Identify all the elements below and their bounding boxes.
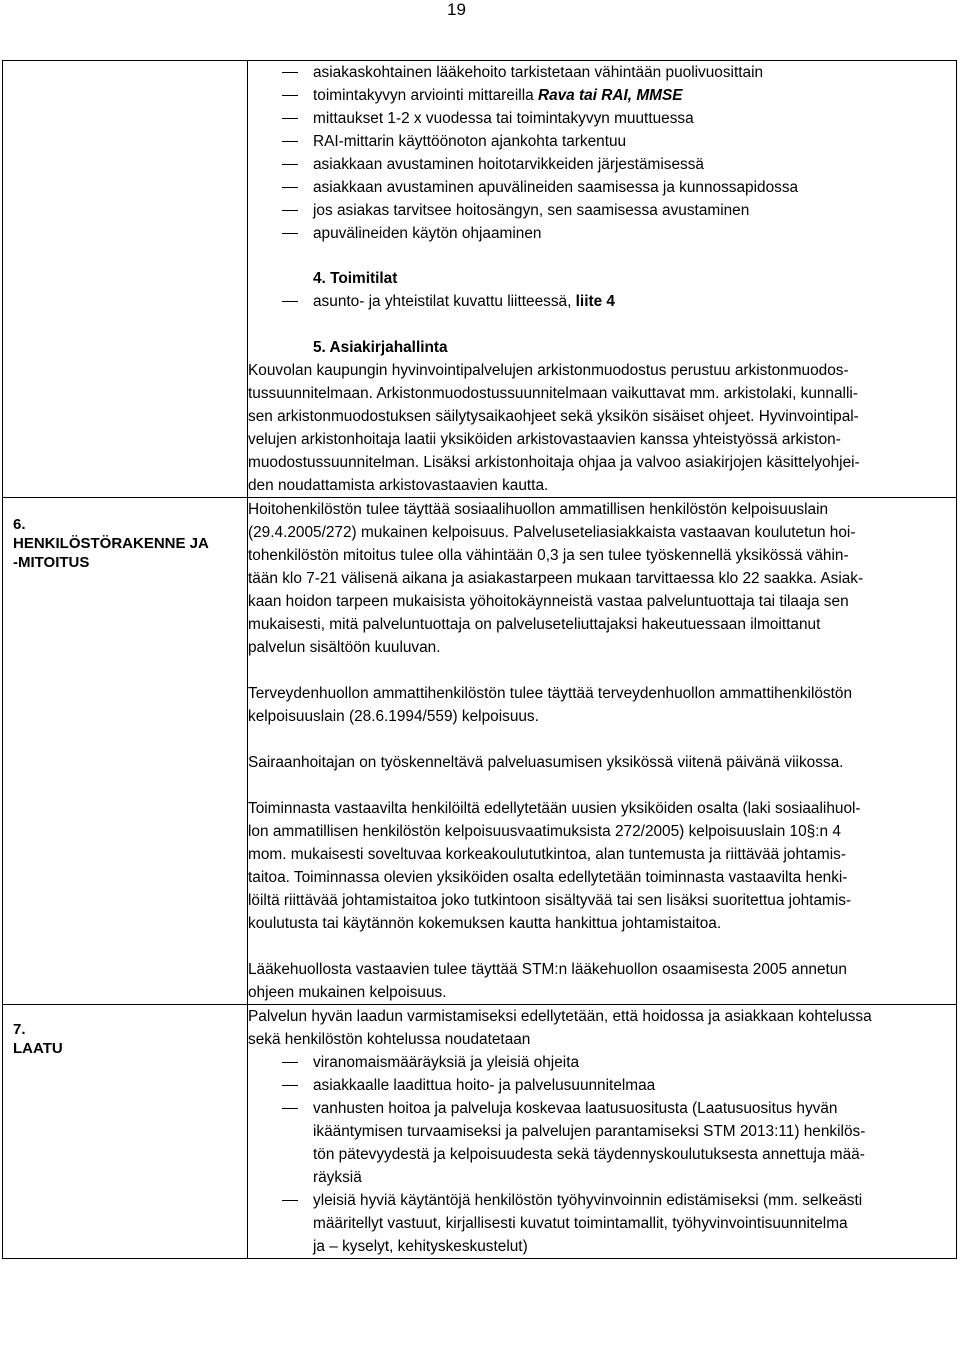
text-line: tään klo 7-21 välisenä aikana ja asiakastarpeen mukaan tarvittaessa klo 22 saakka. Asiak- (248, 570, 864, 587)
text-line: yleisiä hyviä käytäntöjä henkilöstön työhyvinvoinnin edistämiseksi (mm. selkeästi (313, 1192, 863, 1209)
list-item-text: toimintakyvyn arviointi mittareilla (313, 87, 538, 104)
text-line: vanhusten hoitoa ja palveluja koskevaa laatusuositusta (Laatusuositus hyvän (313, 1100, 838, 1117)
healthcare-staff-paragraph (248, 682, 956, 728)
text-line: mom. mukaisesti soveltuvaa korkeakoulututkintoa, alan tuntemusta ja riittävää johtamis- (248, 846, 846, 863)
text-line: tohenkilöstön mitoitus tulee olla vähintään 0,3 ja sen tulee työskennellä yksikössä vähin- (248, 547, 849, 564)
text-line: Palvelun hyvän laadun varmistamiseksi edellytetään, että hoidossa ja asiakkaan kohtelussa (248, 1008, 872, 1025)
document-table (2, 60, 957, 1259)
staff-qualification-paragraph (248, 498, 956, 659)
page-number: 19 (447, 0, 466, 19)
text-line: (29.4.2005/272) mukainen kelpoisuus. Palveluseteliasiakkaista vastaavan koulutetun hoi- (248, 524, 856, 541)
text-line: muodostussuunnitelman. Lisäksi arkistonhoitaja ohjaa ja valvoo asiakirjojen käsittelyohjei- (248, 454, 860, 471)
text-line: den noudattamista arkistovastaavien kautta. (248, 477, 549, 494)
text-line: kaan hoidon tarpeen mukaisista yöhoitokäynneistä vastaa palveluntuottaja tai tilaaja sen (248, 593, 849, 610)
section-title: HENKILÖSTÖRAKENNE JA (13, 535, 209, 552)
heading-toimitilat: 4. Toimitilat (313, 270, 398, 287)
list-item: jos asiakas tarvitsee hoitosängyn, sen saamisessa avustaminen (248, 199, 956, 222)
list-item (248, 1074, 956, 1097)
section-6-label (3, 498, 248, 1005)
section-7-content (248, 1005, 957, 1259)
list-item (248, 290, 956, 313)
list-item-text: asunto- ja yhteistilat kuvattu liitteessä, (313, 293, 576, 310)
table-row (3, 61, 957, 498)
table-row (3, 1005, 957, 1259)
text-line: mukaisesti, mitä palveluntuottaja on palveluseteliuttajaksi hakeutuessaan ilmoittanut (248, 616, 821, 633)
text-line: viranomaismääräyksiä ja yleisiä ohjeita (313, 1054, 580, 1071)
text-line: Sairaanhoitajan on työskenneltävä palveluasumisen yksikössä viitenä päivänä viikossa. (248, 754, 844, 771)
section-6-content (248, 498, 957, 1005)
list-item: asiakkaan avustaminen apuvälineiden saamisessa ja kunnossapidossa (248, 176, 956, 199)
list-item (248, 1051, 956, 1074)
text-line: kelpoisuuslain (28.6.1994/559) kelpoisuus. (248, 708, 539, 725)
nurse-paragraph (248, 751, 956, 774)
section-7-label (3, 1005, 248, 1259)
text-line: palvelun sisältöön kuuluvan. (248, 639, 441, 656)
quality-list (248, 1051, 956, 1258)
list-item: RAI-mittarin käyttöönoton ajankohta tarkentuu (248, 130, 956, 153)
text-line: taitoa. Toiminnassa olevien yksiköiden osalta edellytetään toiminnasta vastaavilta henki- (248, 869, 848, 886)
list-item: asiakaskohtainen lääkehoito tarkistetaan vähintään puolivuosittain (248, 61, 956, 84)
text-line: ikääntymisen turvaamiseksi ja palvelujen parantamiseksi STM 2013:11) henkilös- (313, 1123, 866, 1140)
text-line: löiltä riittävää johtamistaitoa joko tutkintoon sisältyvää tai sen lisäksi suoritettua johtamis- (248, 892, 852, 909)
list-item (248, 84, 956, 107)
heading-asiakirjahallinta: 5. Asiakirjahallinta (313, 339, 448, 356)
section-title: LAATU (13, 1040, 63, 1057)
text-line: lon ammatillisen henkilöstön kelpoisuusvaatimuksista 272/2005) kelpoisuuslain 10§:n 4 (248, 823, 841, 840)
text-line: räyksiä (313, 1169, 362, 1186)
text-line: koulutusta tai käytännön kokemuksen kautta hankittua johtamistaitoa. (248, 915, 722, 932)
medication-paragraph (248, 958, 956, 1004)
text-line: Terveydenhuollon ammattihenkilöstön tulee täyttää terveydenhuollon ammattihenkilöstön (248, 685, 853, 702)
left-cell-empty (3, 61, 248, 498)
text-line: ja – kyselyt, kehityskeskustelut) (313, 1238, 528, 1255)
table-row (3, 498, 957, 1005)
text-line: Lääkehuollosta vastaavien tulee täyttää STM:n lääkehuollon osaamisesta 2005 annetun (248, 961, 847, 978)
list-item: mittaukset 1-2 x vuodessa tai toimintakyvyn muuttuessa (248, 107, 956, 130)
management-paragraph (248, 797, 956, 935)
list-item-emphasis: Rava tai RAI, MMSE (537, 87, 683, 104)
attachment-ref: liite 4 (575, 293, 615, 310)
premises-list (248, 290, 956, 313)
quality-intro-paragraph (248, 1005, 956, 1051)
list-item (248, 1189, 956, 1258)
text-line: Hoitohenkilöstön tulee täyttää sosiaalihuollon ammatillisen henkilöstön kelpoisuuslain (248, 501, 829, 518)
text-line: sekä henkilöstön kohtelussa noudatetaan (248, 1031, 531, 1048)
text-line: Kouvolan kaupungin hyvinvointipalvelujen arkistonmuodostus perustuu arkistonmuodos- (248, 362, 849, 379)
text-line: tussuunnitelmaan. Arkistonmuodostussuunnitelmaan vaikuttavat mm. arkistolaki, kunnalli- (248, 385, 858, 402)
text-line: sen arkistonmuodostuksen säilytysaikaohjeet sekä yksikön sisäiset ohjeet. Hyvinvointipal- (248, 408, 859, 425)
records-management-paragraph (248, 359, 956, 497)
text-line: tön pätevyydestä ja kelpoisuudesta sekä täydennyskoulutuksesta annettuja mää- (313, 1146, 865, 1163)
care-task-list (248, 61, 956, 245)
text-line: määritellyt vastuut, kirjallisesti kuvatut toimintamallit, työhyvinvointisuunnitelma (313, 1215, 848, 1232)
section-number: 6. (13, 516, 26, 533)
section-title-cont: -MITOITUS (13, 554, 90, 571)
section-number: 7. (13, 1021, 26, 1038)
list-item (248, 1097, 956, 1189)
list-item: apuvälineiden käytön ohjaaminen (248, 222, 956, 245)
text-line: Toiminnasta vastaavilta henkilöiltä edellytetään uusien yksiköiden osalta (laki sosiaalihuol- (248, 800, 861, 817)
section-top-content (248, 61, 957, 498)
text-line: velujen arkistonhoitaja laatii yksiköiden arkistovastaavien kanssa yhteistyössä arkiston- (248, 431, 841, 448)
text-line: ohjeen mukainen kelpoisuus. (248, 984, 447, 1001)
list-item: asiakkaan avustaminen hoitotarvikkeiden järjestämisessä (248, 153, 956, 176)
text-line: asiakkaalle laadittua hoito- ja palvelusuunnitelmaa (313, 1077, 656, 1094)
